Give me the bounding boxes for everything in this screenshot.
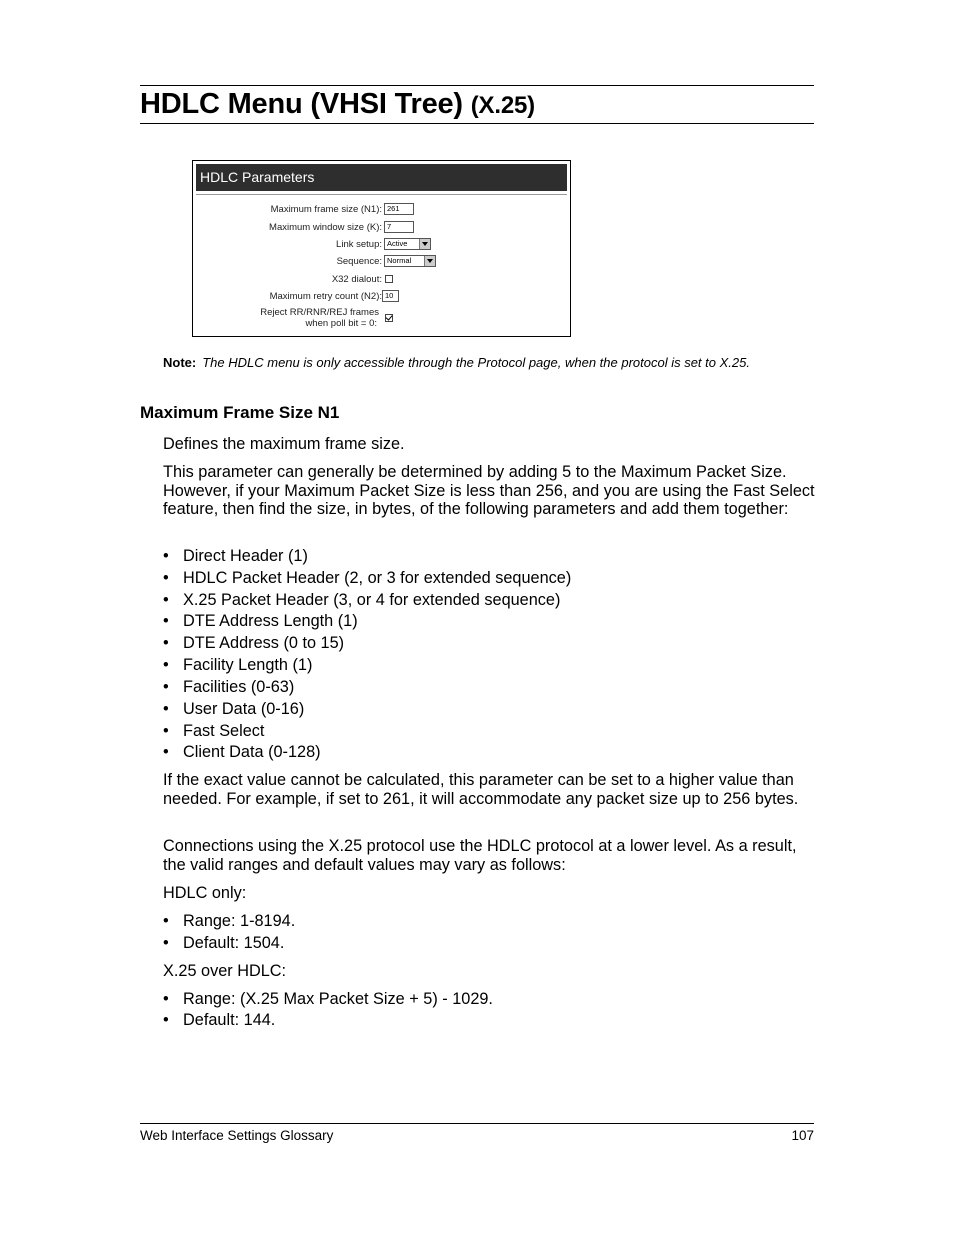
bullet-icon: • [163,700,169,718]
note [163,355,750,371]
paragraph-connections: Connections using the X.25 protocol use the HDLC protocol at a lower level. As a result, the valid ranges and default values may vary as follows: [163,837,797,874]
header-rule-top [140,85,814,86]
title-sub: (X.25) [470,92,535,119]
list-item-text: Facilities (0-63) [183,678,295,696]
list-item-text: Direct Header (1) [183,547,308,565]
panel-title: HDLC Parameters [196,164,567,191]
field-label-line2: when poll bit = 0: [305,318,377,329]
field-row-link-setup [193,238,570,252]
list-item-text: X.25 Packet Header (3, or 4 for extended sequence) [183,591,561,609]
field-row-max-retry-count [193,290,570,304]
link-setup-select[interactable] [384,238,431,250]
field-label: X32 dialout: [331,274,382,285]
field-row-sequence [193,255,570,269]
list-item-text: HDLC Packet Header (2, or 3 for extended sequence) [183,569,572,587]
x32-dialout-checkbox[interactable] [385,275,393,283]
list-item-text: DTE Address Length (1) [183,612,358,630]
bullet-icon: • [163,678,169,696]
paragraph-explanation: This parameter can generally be determined by adding 5 to the Maximum Packet Size. However, if your Maximum Packet Size is less than 256, and you are using the Fast Select feature, then find the size, in bytes, of the following parameters and add them together: [163,463,815,519]
bullet-icon: • [163,912,169,930]
bullet-icon: • [163,934,169,952]
paragraph-hdlc-only: HDLC only: [163,884,247,902]
list-item-text: Client Data (0-128) [183,743,321,761]
paragraph-definition: Defines the maximum frame size. [163,435,405,453]
field-label: Reject RR/RNR/REJ frames [260,307,379,318]
page-number: 107 [791,1128,814,1143]
max-frame-size-input[interactable]: 261 [384,203,414,215]
page-title [140,87,535,123]
bullet-icon: • [163,990,169,1008]
list-item-text: Default: 144. [183,1011,276,1029]
list-item-text: DTE Address (0 to 15) [183,634,345,652]
paragraph-x25-over-hdlc: X.25 over HDLC: [163,962,287,980]
field-label: Maximum retry count (N2): [269,291,382,302]
field-label: Maximum frame size (N1): [270,204,382,215]
bullet-icon: • [163,612,169,630]
section-title: Maximum Frame Size N1 [140,403,340,422]
bullet-icon: • [163,569,169,587]
sequence-select[interactable] [384,255,436,267]
field-row-max-window-size [193,221,570,235]
footer-title: Web Interface Settings Glossary [140,1128,334,1143]
footer-rule [140,1123,814,1124]
bullet-icon: • [163,547,169,565]
bullet-icon: • [163,743,169,761]
list-item-text: Default: 1504. [183,934,285,952]
list-item-text: Fast Select [183,722,265,740]
bullet-icon: • [163,722,169,740]
field-row-x32-dialout [193,273,570,287]
list-item-text: Facility Length (1) [183,656,313,674]
max-window-size-input[interactable]: 7 [384,221,414,233]
list-item-text: Range: 1-8194. [183,912,296,930]
paragraph-higher-value: If the exact value cannot be calculated, this parameter can be set to a higher value than needed. For example, if set to 261, it will accommodate any packet size up to 256 bytes. [163,771,799,808]
field-row-reject-frames [193,307,570,331]
bullet-icon: • [163,591,169,609]
sequence-value: Normal [387,256,412,265]
title-main: HDLC Menu (VHSI Tree) [140,88,463,120]
list-item-text: Range: (X.25 Max Packet Size + 5) - 1029. [183,990,493,1008]
bullet-icon: • [163,656,169,674]
bullet-icon: • [163,634,169,652]
reject-frames-checkbox[interactable] [385,314,393,322]
field-label: Maximum window size (K): [269,222,382,233]
note-text: The HDLC menu is only accessible through the Protocol page, when the protocol is set to X.25. [202,355,750,370]
chevron-down-icon [419,239,430,249]
list-item-text: User Data (0-16) [183,700,305,718]
link-setup-value: Active [387,239,408,248]
chevron-down-icon [424,256,435,266]
hdlc-parameters-screenshot [192,160,571,337]
field-label: Sequence: [336,256,382,267]
header-rule-bottom [140,123,814,124]
bullet-icon: • [163,1011,169,1029]
max-retry-count-input[interactable]: 10 [382,290,399,302]
note-label: Note: [163,355,197,370]
field-label: Link setup: [336,239,382,250]
panel-divider [196,194,567,195]
field-row-max-frame-size [193,203,570,217]
